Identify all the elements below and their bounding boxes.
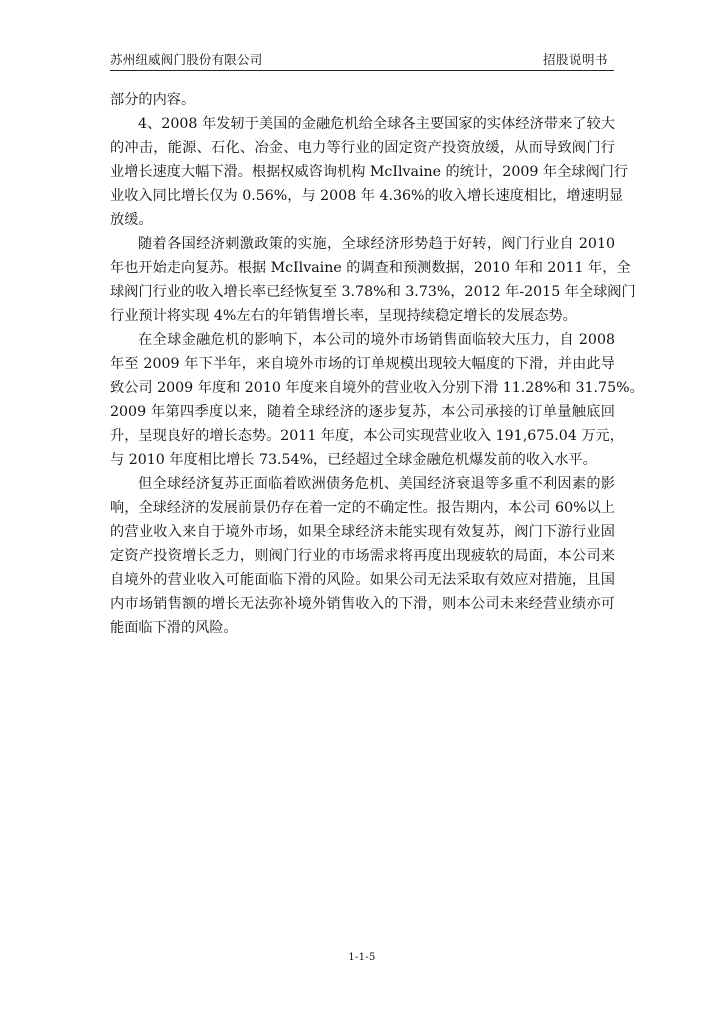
text-line: 升，呈现良好的增长态势。2011 年度，本公司实现营业收入 191,675.04 万元， bbox=[110, 428, 624, 444]
text-line: 定资产投资增长乏力，则阀门行业的市场需求将再度出现疲软的局面，本公司来 bbox=[110, 548, 615, 564]
text-line: 年至 2009 年下半年，来自境外市场的订单规模出现较大幅度的下滑，并由此导 bbox=[110, 356, 615, 372]
text-line: 业增长速度大幅下滑。根据权威咨询机构 McIlvaine 的统计，2009 年全球阀门行 bbox=[110, 164, 629, 180]
text-line: 的冲击，能源、石化、冶金、电力等行业的固定资产投资放缓，从而导致阀门行 bbox=[110, 140, 615, 156]
text-line: 内市场销售额的增长无法弥补境外销售收入的下滑，则本公司未来经营业绩亦可 bbox=[110, 596, 615, 612]
text-line: 自境外的营业收入可能面临下滑的风险。如果公司无法采取有效应对措施，且国 bbox=[110, 572, 615, 588]
text-line: 响，全球经济的发展前景仍存在着一定的不确定性。报告期内，本公司 60%以上 bbox=[110, 500, 615, 516]
text-line: 与 2010 年度相比增长 73.54%，已经超过全球金融危机爆发前的收入水平。 bbox=[110, 452, 597, 468]
body-text bbox=[110, 88, 644, 640]
text-line: 能面临下滑的风险。 bbox=[110, 620, 238, 636]
header-document-type: 招股说明书 bbox=[542, 52, 608, 67]
text-line: 球阀门行业的收入增长率已经恢复至 3.78%和 3.73%，2012 年-2015 年全球阀门 bbox=[110, 284, 636, 300]
text-line: 的营业收入来自于境外市场，如果全球经济未能实现有效复苏，阀门下游行业固 bbox=[110, 524, 615, 540]
text-line: 4、2008 年发轫于美国的金融危机给全球各主要国家的实体经济带来了较大 bbox=[138, 116, 615, 132]
text-line: 部分的内容。 bbox=[110, 92, 196, 108]
text-line: 业收入同比增长仅为 0.56%，与 2008 年 4.36%的收入增长速度相比，增速明显 bbox=[110, 188, 624, 204]
page-number: 1-1-5 bbox=[348, 952, 376, 963]
text-line: 放缓。 bbox=[110, 212, 153, 228]
text-line: 随着各国经济刺激政策的实施，全球经济形势趋于好转，阀门行业自 2010 bbox=[138, 236, 615, 252]
page-header bbox=[110, 48, 614, 71]
text-line: 年也开始走向复苏。根据 McIlvaine 的调查和预测数据，2010 年和 2011 年，全 bbox=[110, 260, 631, 276]
header-company-name: 苏州纽威阀门股份有限公司 bbox=[110, 52, 263, 67]
text-line: 致公司 2009 年度和 2010 年度来自境外的营业收入分别下滑 11.28%和 31.75%。 bbox=[110, 380, 644, 396]
text-line: 在全球金融危机的影响下，本公司的境外市场销售面临较大压力，自 2008 bbox=[138, 332, 615, 348]
text-line: 行业预计将实现 4%左右的年销售增长率，呈现持续稳定增长的发展态势。 bbox=[110, 308, 577, 324]
text-line: 但全球经济复苏正面临着欧洲债务危机、美国经济衰退等多重不利因素的影 bbox=[138, 476, 615, 492]
text-line: 2009 年第四季度以来，随着全球经济的逐步复苏，本公司承接的订单量触底回 bbox=[110, 404, 615, 420]
